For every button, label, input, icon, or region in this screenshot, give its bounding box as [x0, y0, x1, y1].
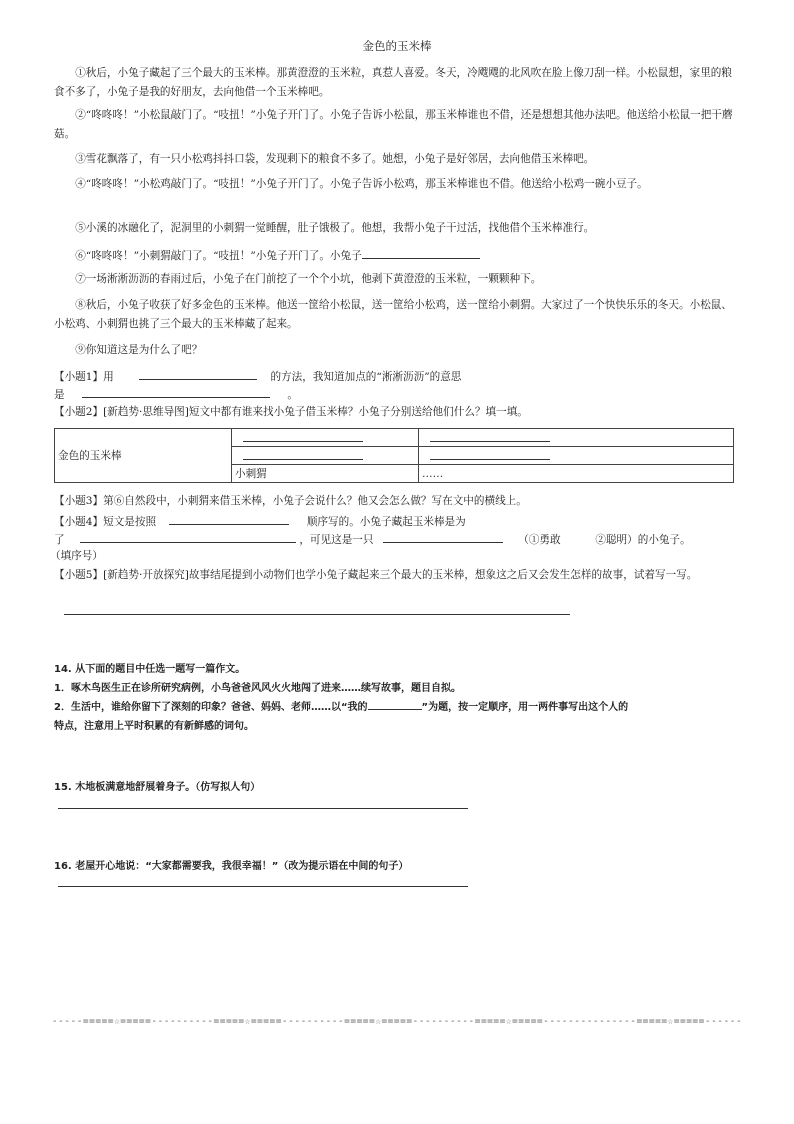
q4-order-blank[interactable] [169, 511, 289, 525]
paragraph-8: ⑧秋后，小兔子收获了好多金色的玉米棒。他送一筐给小松鼠，送一筐给小松鸡，送一筐给小刺猬。大家过了一个快快乐乐的冬天。小松鼠、小松鸡、小刺猬也挑了三个最大的玉米棒藏了起来。 [54, 299, 732, 330]
paragraph-1: ①秋后，小兔子藏起了三个最大的玉米棒。那黄澄澄的玉米粒，真惹人喜爱。冬天，冷飕飕的北风吹在脸上像刀刮一样。小松鼠想，家里的粮食不多了，小兔子是我的好朋友，去向他借一个玉米棒吧。 [54, 67, 732, 98]
question-4-line2 [54, 529, 691, 550]
question-1-line2 [54, 384, 298, 405]
paragraph-6-text: ⑥“咚咚咚！”小刺猬敲门了。“吱扭！”小兔子开门了。小兔子 [75, 250, 362, 262]
q4-line2-prefix: 了 [54, 534, 65, 546]
q5-answer-line[interactable] [64, 614, 570, 615]
question-14-item-2-cont: 特点，注意用上平时积累的有新鲜感的词句。 [54, 721, 254, 732]
q1-line2-suffix: 。 [287, 389, 298, 401]
paragraph-6 [54, 245, 740, 266]
table-cell [419, 429, 734, 447]
question-3: 【小题3】第⑥自然段中，小刺猬来借玉米棒，小兔子会说什么？他又会怎么做？写在文中的横线上。 [54, 495, 527, 507]
q14-item2-text: 2．生活中，谁给你留下了深刻的印象？爸爸、妈妈、老师……以“我的 [54, 702, 368, 713]
question-15: 15. 木地板满意地舒展着身子。（仿写拟人句） [54, 782, 261, 793]
paragraph-2: ②“咚咚咚！”小松鼠敲门了。“吱扭！”小兔子开门了。小兔子告诉小松鼠，那玉米棒谁也不借，还是想想其他办法吧。他送给小松鼠一把干蘑菇。 [54, 109, 733, 140]
table-blank-gift-1[interactable] [430, 430, 550, 442]
table-blank-animal-2[interactable] [243, 448, 363, 460]
q4-mid: 顺序写的。小兔子藏起玉米棒是为 [306, 516, 466, 528]
q1-prefix: 【小题1】用 [54, 371, 114, 383]
q15-answer-line[interactable] [58, 808, 468, 809]
question-5 [54, 566, 744, 585]
table-cell [232, 429, 419, 447]
table-blank-animal-1[interactable] [243, 430, 363, 442]
q1-line2-prefix: 是 [54, 389, 65, 401]
footer-divider: -----=====☆=====----------=====☆=====----------=====☆=====----------=====☆=====---------------=====☆=====------ [51, 1016, 743, 1027]
question-14-item-1: 1．啄木鸟医生正在诊所研究病例，小鸟爸爸风风火火地闯了进来……续写故事，题目自拟。 [54, 683, 461, 694]
table-cell-ellipsis: …… [419, 465, 734, 483]
table-cell [419, 447, 734, 465]
paragraph-3: ③雪花飘落了，有一只小松鸡抖抖口袋，发现剩下的粮食不多了。她想，小兔子是好邻居，去向他借玉米棒吧。 [75, 153, 595, 165]
q4-prefix: 【小题4】短文是按照 [54, 516, 157, 528]
q1-mid: 的方法，我知道加点的“淅淅沥沥”的意思 [270, 371, 462, 383]
table-cell-hedgehog: 小刺猬 [232, 465, 419, 483]
question-14-heading: 14. 从下面的题目中任选一题写一篇作文。 [54, 664, 246, 675]
q14-item2-rest: ”为题，按一定顺序，用一两件事写出这个人的 [421, 702, 629, 713]
question-4-line3: （填序号） [50, 550, 103, 562]
q16-answer-line[interactable] [58, 886, 468, 887]
table-blank-gift-2[interactable] [430, 448, 550, 460]
q4-reason-blank[interactable] [80, 529, 296, 543]
q1-meaning-blank[interactable] [82, 384, 270, 398]
mind-map-table [54, 428, 734, 483]
question-14-item-2 [54, 698, 628, 717]
table-cell [232, 447, 419, 465]
q5-text: 【小题5】[新趋势·开放探究]故事结尾提到小动物们也学小兔子藏起来三个最大的玉米棒，想象这之后又会发生怎样的故事，试着写一写。 [54, 569, 698, 581]
paragraph-5: ⑤小溪的冰融化了，泥洞里的小刺猬一觉睡醒，肚子饿极了。他想，我帮小兔子干过活，找他借个玉米棒准行。 [75, 222, 595, 234]
paragraph-7: ⑦一场淅淅沥沥的春雨过后，小兔子在门前挖了一个个小坑，他剥下黄澄澄的玉米粒，一颗颗种下。 [75, 273, 542, 285]
paragraph-9: ⑨你知道这是为什么了吧？ [75, 344, 203, 356]
paragraph-4: ④“咚咚咚！”小松鸡敲门了。“吱扭！”小兔子开门了。小兔子告诉小松鸡，那玉米棒谁也不借。他送给小松鸡一碗小豆子。 [75, 178, 648, 190]
q1-method-blank[interactable] [139, 366, 257, 380]
table-root-cell: 金色的玉米棒 [55, 429, 232, 483]
q4-choice-blank[interactable] [383, 529, 503, 543]
q3-answer-blank[interactable] [362, 245, 480, 259]
page-title: 金色的玉米棒 [362, 39, 432, 53]
question-2: 【小题2】[新趋势·思维导图]短文中都有谁来找小兔子借玉米棒？小兔子分别送给他们什么？填一填。 [54, 406, 528, 418]
q4-option-2: ②聪明）的小兔子。 [595, 534, 691, 546]
question-16: 16. 老屋开心地说：“大家都需要我，我很幸福！”（改为提示语在中间的句子） [54, 861, 409, 872]
q14-title-blank[interactable] [368, 698, 422, 710]
q4-line2-mid: ，可见这是一只 [299, 534, 374, 546]
q4-option-1: （①勇敢 [518, 534, 561, 546]
